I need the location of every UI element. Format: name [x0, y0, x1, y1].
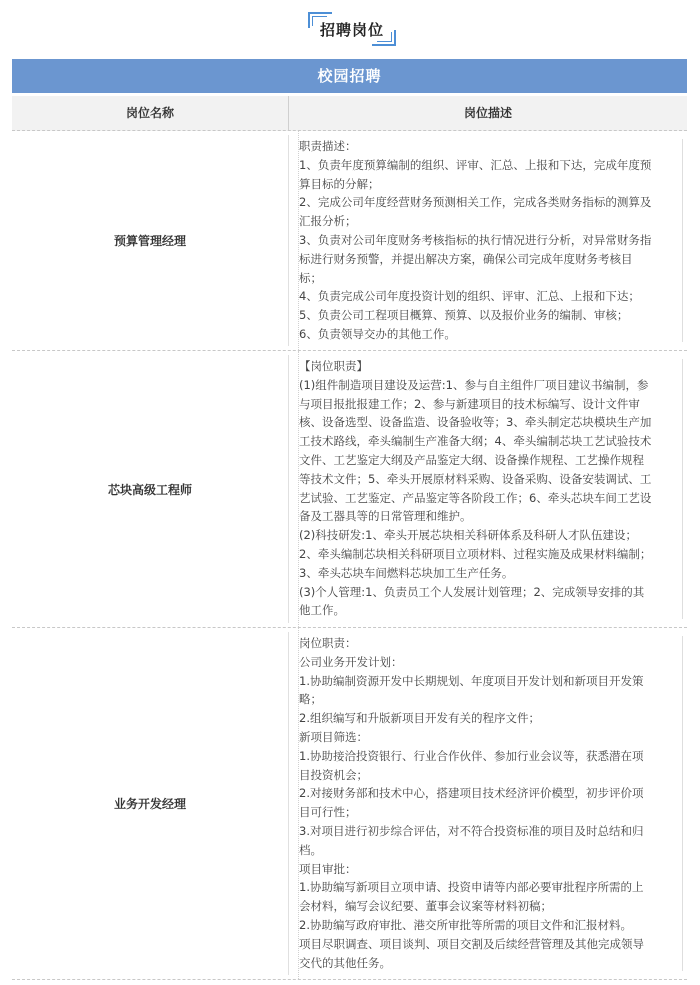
description-line: 3、牵头芯块车间燃料芯块加工生产任务。	[299, 565, 514, 580]
column-header-position-description: 岗位描述	[288, 96, 687, 130]
description-line: 公司业务开发计划：	[299, 654, 403, 669]
description-line: 3、负责对公司年度财务考核指标的执行情况进行分析，对异常财务指	[299, 232, 652, 247]
description-line: 算目标的分解；	[299, 176, 380, 191]
description-line: 他工作。	[299, 603, 345, 618]
description-line: 新项目筛选：	[299, 729, 368, 744]
description-line: 2.组织编写和升版新项目开发有关的程序文件；	[299, 711, 540, 726]
description-line: 略；	[299, 692, 322, 707]
description-line: 4、负责完成公司年度投资计划的组织、评审、汇总、上报和下达；	[299, 289, 640, 304]
description-line: 5、负责公司工程项目概算、预算、以及报价业务的编制、审核；	[299, 308, 629, 323]
description-line: 项目审批：	[299, 861, 357, 876]
description-line: 3.对项目进行初步综合评估，对不符合投资标准的项目及时总结和归	[299, 823, 644, 838]
description-line: 2.对接财务部和技术中心，搭建项目技术经济评价模型，初步评价项	[299, 786, 644, 801]
description-line: 会材料，编写会议纪要、董事会议案等材料初稿；	[299, 899, 552, 914]
description-line: 与项目报批报建工作；2、参与新建项目的技术标编写、设计文件审	[299, 396, 640, 411]
description-line: 艺试验、工艺鉴定、产品鉴定等各阶段工作；6、牵头芯块车间工艺设	[299, 490, 652, 505]
description-line: 2、牵头编制芯块相关科研项目立项材料、过程实施及成果材料编制；	[299, 546, 652, 561]
description-line: 2.协助编写政府审批、港交所审批等所需的项目文件和汇报材料。	[299, 917, 632, 932]
description-line: 6、负责领导交办的其他工作。	[299, 326, 456, 341]
column-divider	[288, 135, 289, 346]
position-name: 预算管理经理	[113, 234, 186, 248]
description-line: 备及工器具等的日常管理和维护。	[299, 509, 472, 524]
column-header-position-name: 岗位名称	[125, 106, 174, 120]
frame-corner-bottom-right-inner-icon	[377, 32, 392, 42]
description-line: 文件、工艺鉴定大纲及产品鉴定大纲、设备操作规程、工艺操作规程	[299, 452, 644, 467]
description-line: 核、设备选型、设备监造、设备验收等；3、牵头制定芯块模块生产加	[299, 415, 652, 430]
page-title: 招聘岗位	[319, 21, 384, 39]
description-line: 工技术路线，牵头编制生产准备大纲；4、牵头编制芯块工艺试验技术	[299, 434, 652, 449]
position-description	[298, 131, 687, 350]
description-line: 2、完成公司年度经营财务预测相关工作，完成各类财务指标的测算及	[299, 195, 652, 210]
description-line: 标；	[299, 270, 322, 285]
description-line: 交代的其他任务。	[299, 955, 391, 970]
description-line: 1.协助接洽投资银行、行业合作伙伴、参加行业会议等，获悉潜在项	[299, 748, 644, 763]
description-line: (1)组件制造项目建设及运营:1、参与自主组件厂项目建议书编制，参	[299, 377, 649, 392]
table-row	[12, 351, 687, 628]
description-line: 岗位职责：	[299, 636, 357, 650]
table-header	[12, 96, 687, 131]
description-line: 项目尽职调查、项目谈判、项目交割及后续经营管理及其他完成领导	[299, 936, 644, 951]
description-line: 标进行财务预警，并提出解决方案，确保公司完成年度财务考核目	[299, 251, 633, 266]
description-line: 档。	[299, 842, 322, 857]
description-line: 1.协助编写新项目立项申请、投资申请等内部必要审批程序所需的上	[299, 880, 644, 895]
description-line: 等技术文件；5、牵头开展原材料采购、设备采购、设备安装调试、工	[299, 471, 652, 486]
position-name: 业务开发经理	[113, 797, 186, 811]
description-line: 职责描述：	[299, 139, 357, 153]
description-line: 目投资机会；	[299, 767, 368, 782]
section-header	[0, 0, 700, 56]
row-edge-line	[682, 636, 683, 971]
table-row	[12, 131, 687, 351]
title-frame	[308, 12, 396, 46]
row-edge-line	[682, 359, 683, 619]
description-line: (3)个人管理:1、负责员工个人发展计划管理；2、完成领导安排的其	[299, 584, 645, 599]
description-line: 【岗位职责】	[299, 359, 368, 373]
description-line: 目可行性；	[299, 805, 357, 820]
table-row	[12, 628, 687, 980]
position-description	[298, 628, 687, 979]
column-divider	[288, 632, 289, 975]
positions-table	[12, 96, 687, 980]
campus-recruitment-banner: 校园招聘	[12, 59, 687, 93]
description-line: (2)科技研发:1、牵头开展芯块相关科研体系及科研人才队伍建设；	[299, 528, 637, 543]
column-divider	[288, 355, 289, 623]
position-name: 芯块高级工程师	[107, 482, 192, 497]
position-description	[298, 351, 687, 627]
description-line: 1.协助编制资源开发中长期规划、年度项目开发计划和新项目开发策	[299, 673, 644, 688]
description-line: 1、负责年度预算编制的组织、评审、汇总、上报和下达，完成年度预	[299, 157, 652, 172]
row-edge-line	[682, 139, 683, 342]
description-line: 汇报分析；	[299, 214, 357, 229]
